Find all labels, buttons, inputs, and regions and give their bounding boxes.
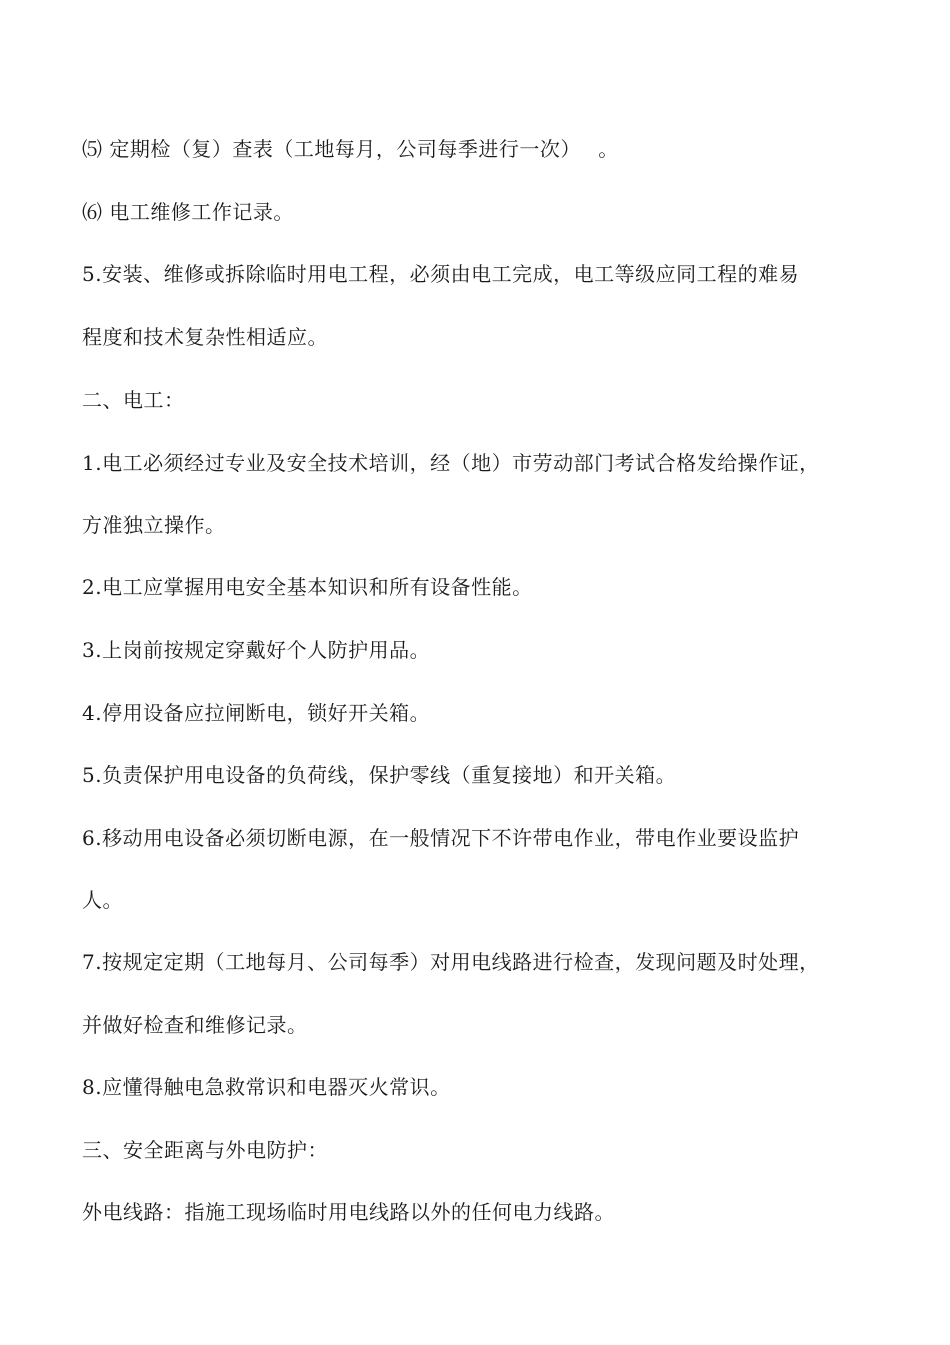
text-line-item-5-load-lines: 5.负责保护用电设备的负荷线，保护零线（重复接地）和开关箱。 xyxy=(82,763,677,787)
text-line-item-7-continued: 并做好检查和维修记录。 xyxy=(82,1013,308,1037)
section-heading-safety-distance: 三、安全距离与外电防护： xyxy=(82,1138,328,1162)
text-line-periodic-check-table: ⑸ 定期检（复）查表（工地每月，公司每季进行一次） 。 xyxy=(82,137,619,161)
text-line-item-5-continued: 程度和技术复杂性相适应。 xyxy=(82,325,328,349)
text-line-external-lines-definition: 外电线路：指施工现场临时用电线路以外的任何电力线路。 xyxy=(82,1200,615,1224)
text-line-item-4-power-off: 4.停用设备应拉闸断电，锁好开关箱。 xyxy=(82,701,431,725)
text-line-item-7-inspection: 7.按规定定期（工地每月、公司每季）对用电线路进行检查，发现问题及时处理， xyxy=(82,950,820,974)
text-line-item-1-continued: 方准独立操作。 xyxy=(82,513,226,537)
text-line-item-1-training: 1.电工必须经过专业及安全技术培训，经（地）市劳动部门考试合格发给操作证， xyxy=(82,451,820,475)
text-line-item-2-knowledge: 2.电工应掌握用电安全基本知识和所有设备性能。 xyxy=(82,575,533,599)
text-line-item-3-protective-gear: 3.上岗前按规定穿戴好个人防护用品。 xyxy=(82,638,431,662)
text-line-electrician-maintenance-record: ⑹ 电工维修工作记录。 xyxy=(82,200,294,224)
text-line-item-8-first-aid: 8.应懂得触电急救常识和电器灭火常识。 xyxy=(82,1075,451,1099)
text-line-item-6-mobile-equipment: 6.移动用电设备必须切断电源，在一般情况下不许带电作业，带电作业要设监护 xyxy=(82,826,800,850)
text-line-item-5-installation: 5.安装、维修或拆除临时用电工程，必须由电工完成，电工等级应同工程的难易 xyxy=(82,262,800,286)
section-heading-electrician: 二、电工： xyxy=(82,388,185,412)
text-line-item-6-continued: 人。 xyxy=(82,888,123,912)
